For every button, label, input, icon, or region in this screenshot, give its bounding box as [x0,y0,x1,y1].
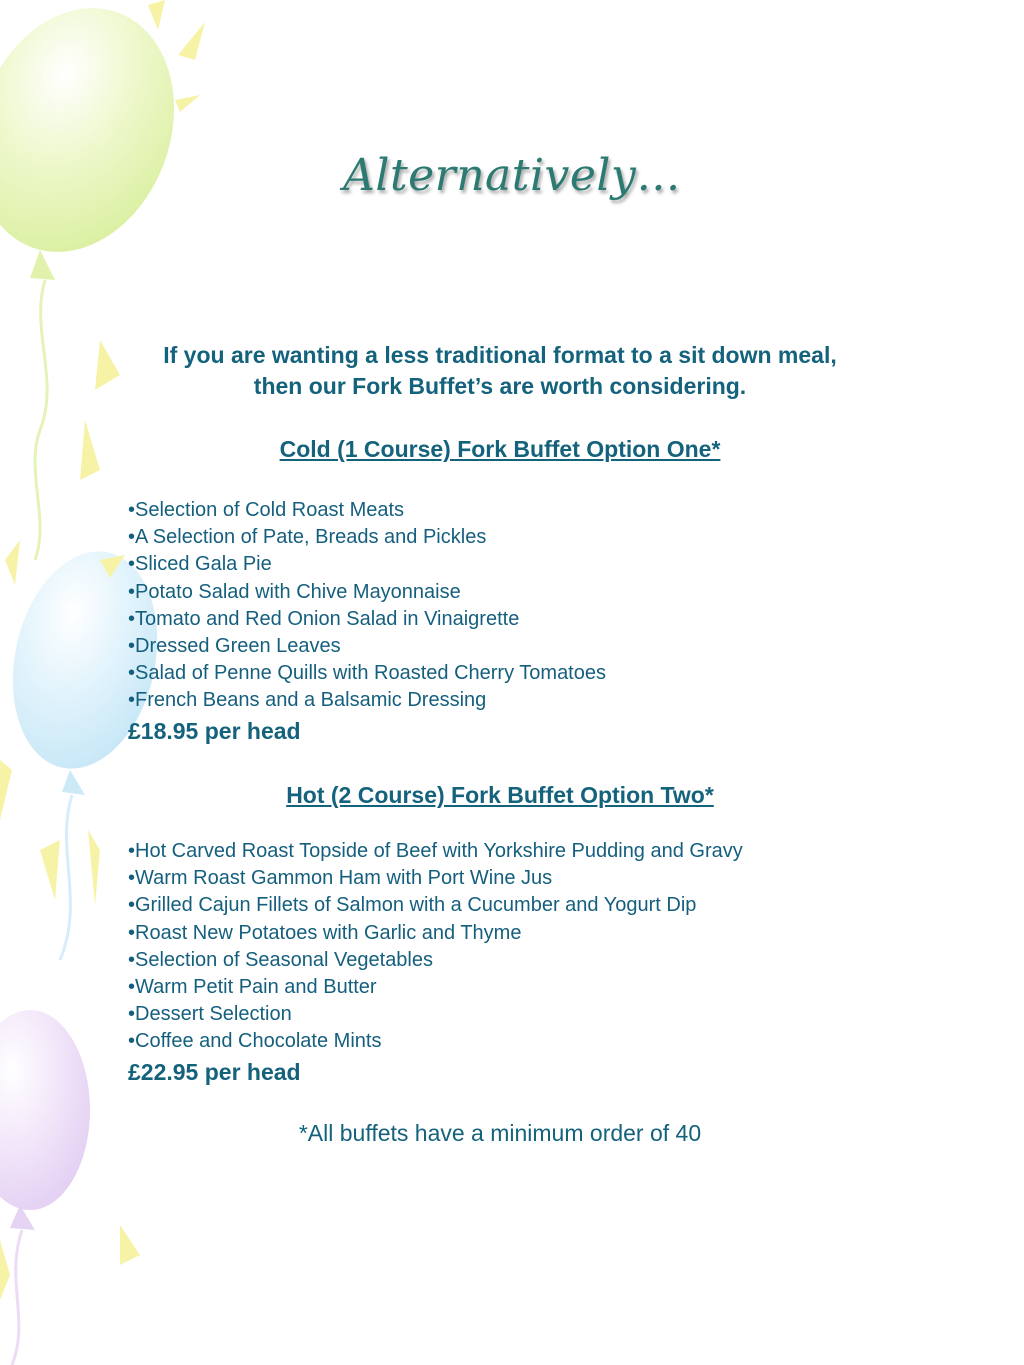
purple-balloon-icon [0,1010,90,1365]
minimum-order-note: *All buffets have a minimum order of 40 [298,1120,702,1146]
option-two-heading: Hot (2 Course) Fork Buffet Option Two* [286,782,714,808]
list-item: •Coffee and Chocolate Mints [128,1030,382,1053]
option-one-heading: Cold (1 Course) Fork Buffet Option One* [279,436,721,462]
intro-line-1: If you are wanting a less traditional format to a sit down meal, [163,342,837,368]
intro-text [0,340,1000,402]
option-two-list [128,838,743,1056]
list-item: •Selection of Seasonal Vegetables [128,948,433,971]
list-item: •A Selection of Pate, Breads and Pickles [128,526,487,549]
list-item: •Hot Carved Roast Topside of Beef with Yorkshire Pudding and Gravy [128,840,743,862]
list-item: •Dessert Selection [128,1003,292,1026]
list-item: •Potato Salad with Chive Mayonnaise [128,580,461,603]
option-one-list [128,497,606,715]
list-item: •Roast New Potatoes with Garlic and Thyme [128,921,522,944]
list-item: •Warm Roast Gammon Ham with Port Wine Jus [128,867,553,890]
option-one-price: £18.95 per head [128,718,301,744]
option-two-price: £22.95 per head [128,1059,301,1085]
list-item: •Dressed Green Leaves [128,635,341,658]
page-title: Alternatively… [343,150,681,201]
green-balloon-icon [0,0,207,560]
list-item: •French Beans and a Balsamic Dressing [128,689,487,712]
list-item: •Sliced Gala Pie [128,553,272,576]
list-item: •Salad of Penne Quills with Roasted Cherry Tomatoes [128,662,606,685]
intro-line-2: then our Fork Buffet’s are worth considering. [253,373,747,399]
list-item: •Tomato and Red Onion Salad in Vinaigrette [128,607,520,630]
list-item: •Warm Petit Pain and Butter [128,976,377,999]
list-item: •Selection of Cold Roast Meats [128,499,405,521]
list-item: •Grilled Cajun Fillets of Salmon with a Cucumber and Yogurt Dip [128,894,697,917]
